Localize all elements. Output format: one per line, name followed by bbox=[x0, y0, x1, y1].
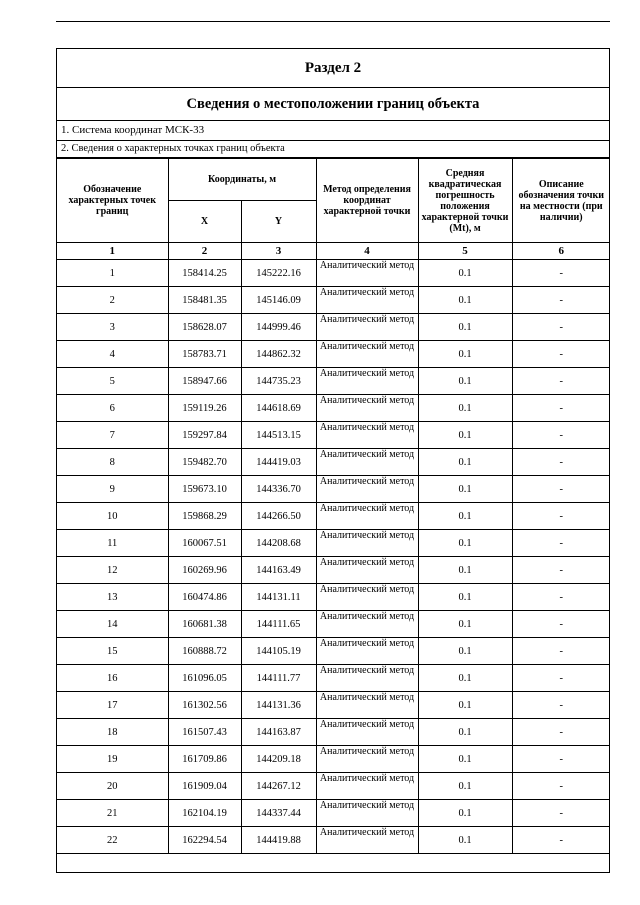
description-cell: - bbox=[512, 341, 610, 368]
y-coordinate-cell: 144209.18 bbox=[241, 746, 316, 773]
description-cell: - bbox=[512, 827, 610, 854]
header-coordinates: Координаты, м bbox=[168, 159, 316, 201]
col-number: 1 bbox=[57, 243, 168, 260]
x-coordinate-cell: 161709.86 bbox=[168, 746, 241, 773]
table-row bbox=[57, 719, 610, 746]
point-number-cell: 16 bbox=[57, 665, 168, 692]
error-cell: 0.1 bbox=[418, 800, 512, 827]
col-number: 3 bbox=[241, 243, 316, 260]
header-designation: Обозначение характерных точек границ bbox=[57, 159, 168, 243]
point-number-cell: 22 bbox=[57, 827, 168, 854]
x-coordinate-cell: 159482.70 bbox=[168, 449, 241, 476]
table-row bbox=[57, 395, 610, 422]
x-coordinate-cell: 158628.07 bbox=[168, 314, 241, 341]
description-cell: - bbox=[512, 503, 610, 530]
table-row bbox=[57, 557, 610, 584]
error-cell: 0.1 bbox=[418, 341, 512, 368]
table-row bbox=[57, 368, 610, 395]
table-row bbox=[57, 287, 610, 314]
error-cell: 0.1 bbox=[418, 476, 512, 503]
point-number-cell: 19 bbox=[57, 746, 168, 773]
x-coordinate-cell: 160269.96 bbox=[168, 557, 241, 584]
description-cell: - bbox=[512, 476, 610, 503]
point-number-cell: 1 bbox=[57, 260, 168, 287]
point-number-cell: 11 bbox=[57, 530, 168, 557]
error-cell: 0.1 bbox=[418, 449, 512, 476]
x-coordinate-cell: 161302.56 bbox=[168, 692, 241, 719]
error-cell: 0.1 bbox=[418, 395, 512, 422]
description-cell: - bbox=[512, 692, 610, 719]
method-cell: Аналитический метод bbox=[316, 503, 418, 530]
x-coordinate-cell: 160067.51 bbox=[168, 530, 241, 557]
error-cell: 0.1 bbox=[418, 827, 512, 854]
description-cell: - bbox=[512, 395, 610, 422]
table-row bbox=[57, 584, 610, 611]
y-coordinate-cell: 144111.65 bbox=[241, 611, 316, 638]
error-cell: 0.1 bbox=[418, 719, 512, 746]
point-number-cell: 21 bbox=[57, 800, 168, 827]
y-coordinate-cell: 144267.12 bbox=[241, 773, 316, 800]
point-number-cell: 10 bbox=[57, 503, 168, 530]
x-coordinate-cell: 158481.35 bbox=[168, 287, 241, 314]
y-coordinate-cell: 144131.36 bbox=[241, 692, 316, 719]
x-coordinate-cell: 159673.10 bbox=[168, 476, 241, 503]
error-cell: 0.1 bbox=[418, 638, 512, 665]
point-number-cell: 3 bbox=[57, 314, 168, 341]
description-cell: - bbox=[512, 611, 610, 638]
point-number-cell: 13 bbox=[57, 584, 168, 611]
table-row bbox=[57, 449, 610, 476]
header-error: Средняя квадратическая погрешность положения характерной точки (Mt), м bbox=[418, 159, 512, 243]
y-coordinate-cell: 144208.68 bbox=[241, 530, 316, 557]
point-number-cell: 2 bbox=[57, 287, 168, 314]
document-title: Сведения о местоположении границ объекта bbox=[57, 88, 609, 121]
table-row bbox=[57, 665, 610, 692]
error-cell: 0.1 bbox=[418, 422, 512, 449]
boundary-points-table bbox=[57, 158, 610, 854]
error-cell: 0.1 bbox=[418, 746, 512, 773]
method-cell: Аналитический метод bbox=[316, 557, 418, 584]
description-cell: - bbox=[512, 665, 610, 692]
point-number-cell: 14 bbox=[57, 611, 168, 638]
y-coordinate-cell: 145146.09 bbox=[241, 287, 316, 314]
y-coordinate-cell: 144419.88 bbox=[241, 827, 316, 854]
x-coordinate-cell: 158783.71 bbox=[168, 341, 241, 368]
description-cell: - bbox=[512, 719, 610, 746]
description-cell: - bbox=[512, 314, 610, 341]
method-cell: Аналитический метод bbox=[316, 746, 418, 773]
point-number-cell: 4 bbox=[57, 341, 168, 368]
method-cell: Аналитический метод bbox=[316, 368, 418, 395]
table-row bbox=[57, 827, 610, 854]
x-coordinate-cell: 160474.86 bbox=[168, 584, 241, 611]
table-row bbox=[57, 341, 610, 368]
y-coordinate-cell: 144336.70 bbox=[241, 476, 316, 503]
header-method: Метод определения координат характерной точки bbox=[316, 159, 418, 243]
description-cell: - bbox=[512, 800, 610, 827]
error-cell: 0.1 bbox=[418, 611, 512, 638]
header-y: Y bbox=[241, 201, 316, 243]
method-cell: Аналитический метод bbox=[316, 719, 418, 746]
point-number-cell: 8 bbox=[57, 449, 168, 476]
method-cell: Аналитический метод bbox=[316, 287, 418, 314]
error-cell: 0.1 bbox=[418, 287, 512, 314]
error-cell: 0.1 bbox=[418, 530, 512, 557]
x-coordinate-cell: 162104.19 bbox=[168, 800, 241, 827]
method-cell: Аналитический метод bbox=[316, 611, 418, 638]
method-cell: Аналитический метод bbox=[316, 800, 418, 827]
error-cell: 0.1 bbox=[418, 584, 512, 611]
points-heading: 2. Сведения о характерных точках границ объекта bbox=[57, 141, 609, 158]
method-cell: Аналитический метод bbox=[316, 692, 418, 719]
y-coordinate-cell: 144163.87 bbox=[241, 719, 316, 746]
error-cell: 0.1 bbox=[418, 665, 512, 692]
point-number-cell: 9 bbox=[57, 476, 168, 503]
method-cell: Аналитический метод bbox=[316, 773, 418, 800]
table-row bbox=[57, 638, 610, 665]
y-coordinate-cell: 144337.44 bbox=[241, 800, 316, 827]
top-rule bbox=[56, 21, 610, 22]
error-cell: 0.1 bbox=[418, 503, 512, 530]
method-cell: Аналитический метод bbox=[316, 422, 418, 449]
error-cell: 0.1 bbox=[418, 314, 512, 341]
x-coordinate-cell: 161507.43 bbox=[168, 719, 241, 746]
x-coordinate-cell: 160888.72 bbox=[168, 638, 241, 665]
column-numbers-row bbox=[57, 243, 610, 260]
x-coordinate-cell: 161909.04 bbox=[168, 773, 241, 800]
point-number-cell: 5 bbox=[57, 368, 168, 395]
bottom-rule bbox=[57, 853, 609, 854]
method-cell: Аналитический метод bbox=[316, 260, 418, 287]
table-row bbox=[57, 422, 610, 449]
y-coordinate-cell: 144266.50 bbox=[241, 503, 316, 530]
point-number-cell: 7 bbox=[57, 422, 168, 449]
description-cell: - bbox=[512, 557, 610, 584]
x-coordinate-cell: 162294.54 bbox=[168, 827, 241, 854]
y-coordinate-cell: 144419.03 bbox=[241, 449, 316, 476]
method-cell: Аналитический метод bbox=[316, 530, 418, 557]
y-coordinate-cell: 144513.15 bbox=[241, 422, 316, 449]
description-cell: - bbox=[512, 287, 610, 314]
x-coordinate-cell: 161096.05 bbox=[168, 665, 241, 692]
col-number: 6 bbox=[512, 243, 610, 260]
y-coordinate-cell: 144618.69 bbox=[241, 395, 316, 422]
point-number-cell: 20 bbox=[57, 773, 168, 800]
point-number-cell: 12 bbox=[57, 557, 168, 584]
y-coordinate-cell: 144111.77 bbox=[241, 665, 316, 692]
y-coordinate-cell: 144735.23 bbox=[241, 368, 316, 395]
point-number-cell: 18 bbox=[57, 719, 168, 746]
description-cell: - bbox=[512, 530, 610, 557]
method-cell: Аналитический метод bbox=[316, 449, 418, 476]
method-cell: Аналитический метод bbox=[316, 476, 418, 503]
header-description: Описание обозначения точки на местности (при наличии) bbox=[512, 159, 610, 243]
description-cell: - bbox=[512, 368, 610, 395]
y-coordinate-cell: 144163.49 bbox=[241, 557, 316, 584]
description-cell: - bbox=[512, 746, 610, 773]
table-row bbox=[57, 476, 610, 503]
document-frame bbox=[56, 48, 610, 873]
x-coordinate-cell: 159297.84 bbox=[168, 422, 241, 449]
method-cell: Аналитический метод bbox=[316, 395, 418, 422]
description-cell: - bbox=[512, 449, 610, 476]
description-cell: - bbox=[512, 422, 610, 449]
y-coordinate-cell: 144862.32 bbox=[241, 341, 316, 368]
col-number: 2 bbox=[168, 243, 241, 260]
table-row bbox=[57, 800, 610, 827]
col-number: 4 bbox=[316, 243, 418, 260]
description-cell: - bbox=[512, 260, 610, 287]
col-number: 5 bbox=[418, 243, 512, 260]
error-cell: 0.1 bbox=[418, 260, 512, 287]
table-row bbox=[57, 260, 610, 287]
point-number-cell: 15 bbox=[57, 638, 168, 665]
x-coordinate-cell: 159119.26 bbox=[168, 395, 241, 422]
method-cell: Аналитический метод bbox=[316, 584, 418, 611]
x-coordinate-cell: 159868.29 bbox=[168, 503, 241, 530]
point-number-cell: 17 bbox=[57, 692, 168, 719]
method-cell: Аналитический метод bbox=[316, 638, 418, 665]
method-cell: Аналитический метод bbox=[316, 314, 418, 341]
table-row bbox=[57, 530, 610, 557]
x-coordinate-cell: 158414.25 bbox=[168, 260, 241, 287]
x-coordinate-cell: 160681.38 bbox=[168, 611, 241, 638]
error-cell: 0.1 bbox=[418, 692, 512, 719]
table-row bbox=[57, 314, 610, 341]
error-cell: 0.1 bbox=[418, 773, 512, 800]
y-coordinate-cell: 144105.19 bbox=[241, 638, 316, 665]
point-number-cell: 6 bbox=[57, 395, 168, 422]
table-row bbox=[57, 773, 610, 800]
error-cell: 0.1 bbox=[418, 368, 512, 395]
y-coordinate-cell: 145222.16 bbox=[241, 260, 316, 287]
description-cell: - bbox=[512, 638, 610, 665]
method-cell: Аналитический метод bbox=[316, 827, 418, 854]
method-cell: Аналитический метод bbox=[316, 665, 418, 692]
header-x: X bbox=[168, 201, 241, 243]
error-cell: 0.1 bbox=[418, 557, 512, 584]
y-coordinate-cell: 144999.46 bbox=[241, 314, 316, 341]
method-cell: Аналитический метод bbox=[316, 341, 418, 368]
table-row bbox=[57, 611, 610, 638]
section-title: Раздел 2 bbox=[57, 49, 609, 88]
table-row bbox=[57, 503, 610, 530]
description-cell: - bbox=[512, 773, 610, 800]
table-row bbox=[57, 746, 610, 773]
description-cell: - bbox=[512, 584, 610, 611]
x-coordinate-cell: 158947.66 bbox=[168, 368, 241, 395]
table-row bbox=[57, 692, 610, 719]
y-coordinate-cell: 144131.11 bbox=[241, 584, 316, 611]
coordinate-system-line: 1. Система координат МСК-33 bbox=[57, 121, 609, 141]
